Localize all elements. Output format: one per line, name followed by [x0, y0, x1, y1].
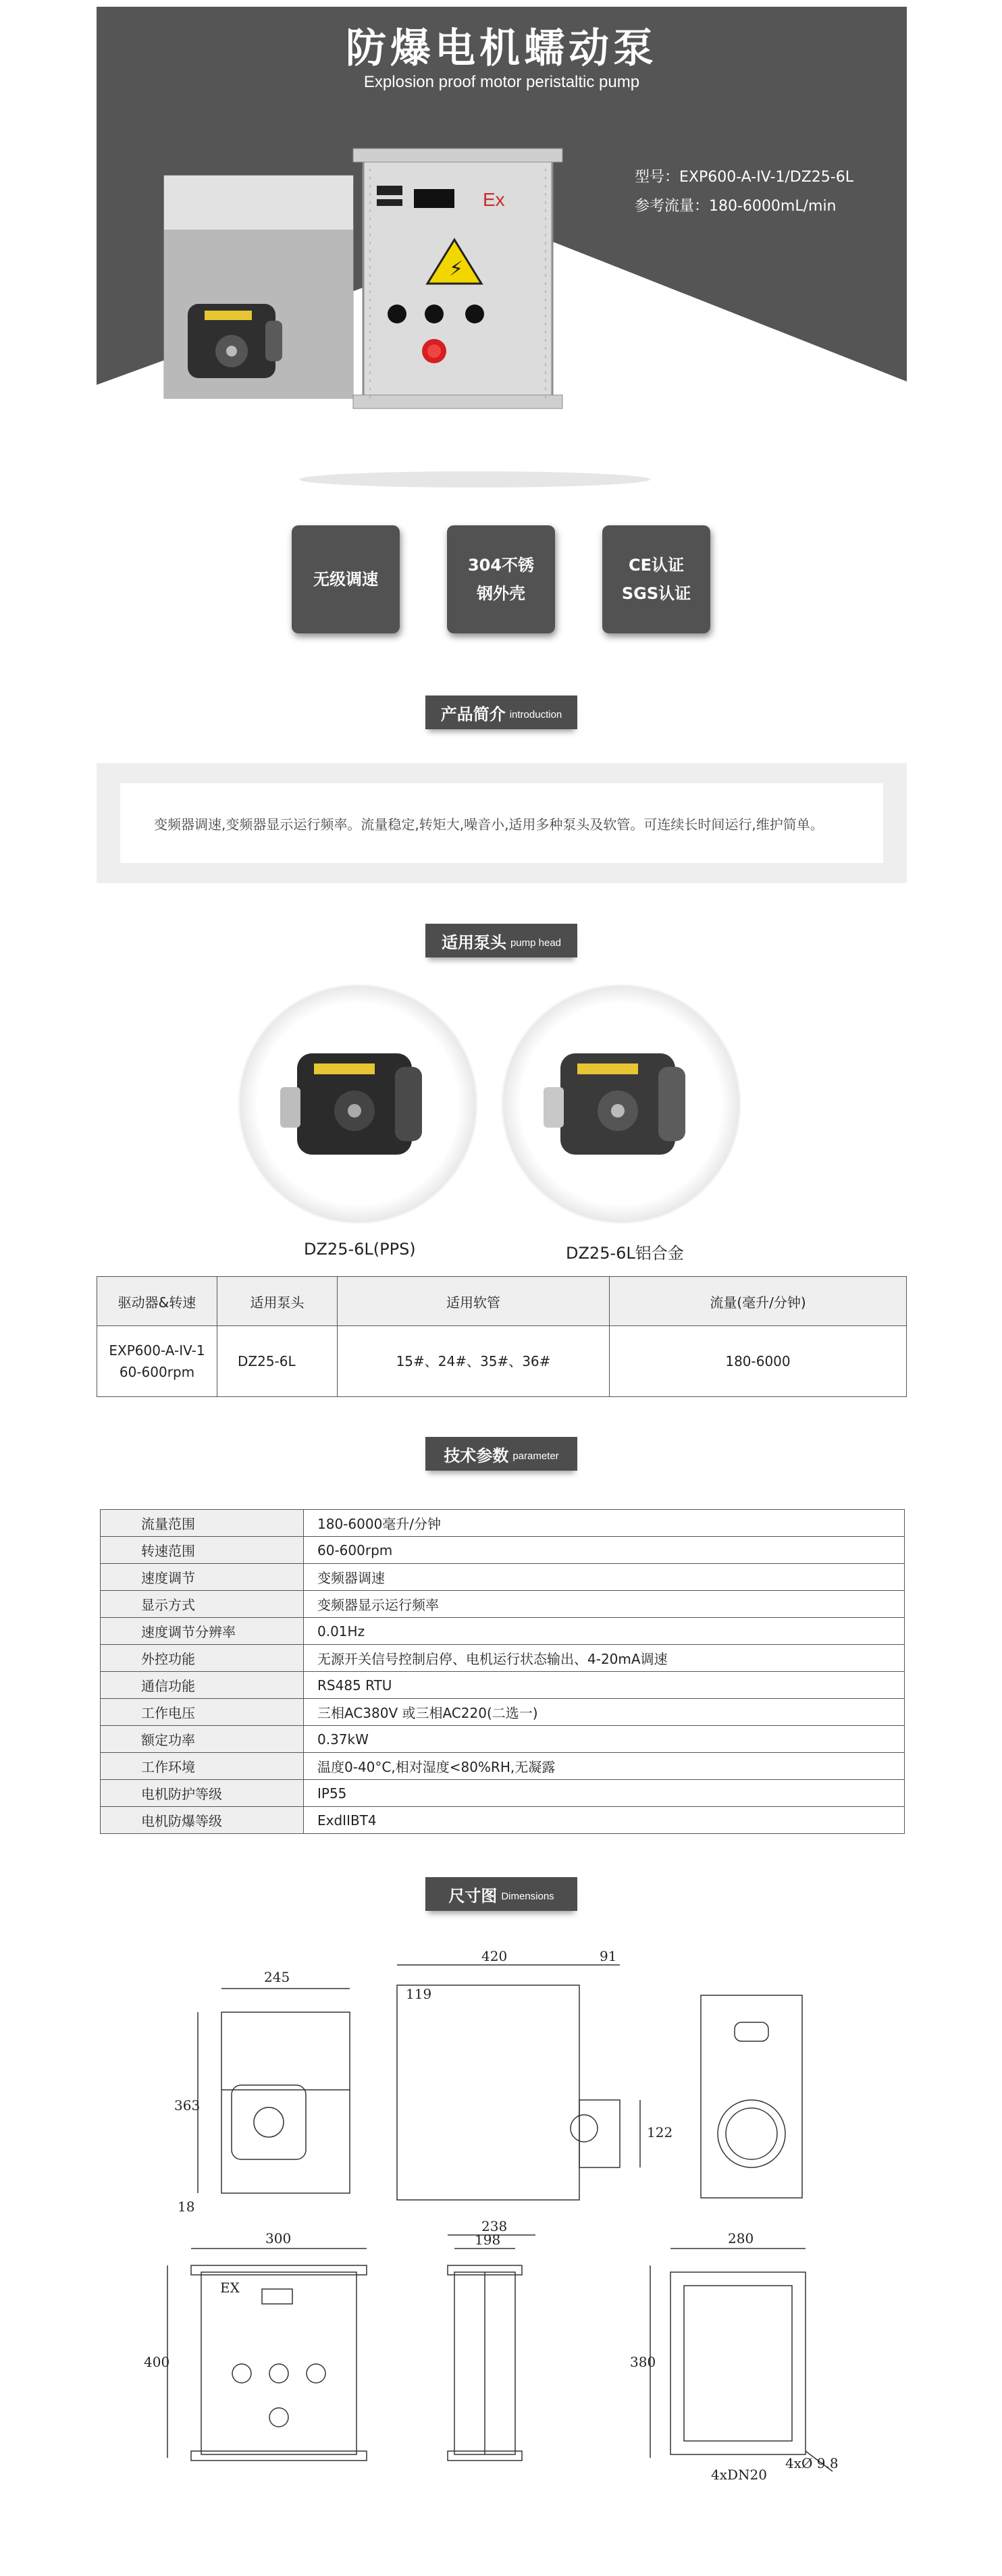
feature-label: 304不锈 钢外壳 — [467, 556, 535, 603]
table-header-cell: 流量(毫升/分钟) — [610, 1277, 907, 1326]
table-cell-flow: 180-6000 — [610, 1326, 907, 1397]
table-row — [101, 1672, 905, 1699]
table-row — [101, 1510, 905, 1537]
page-subtitle: Explosion proof motor peristaltic pump — [363, 73, 640, 91]
section-header-dimensions — [425, 1877, 577, 1911]
section-title: 适用泵头 — [441, 932, 506, 952]
param-value: 温度0-40°C,相对湿度<80%RH,无凝露 — [304, 1753, 905, 1780]
param-key: 电机防爆等级 — [101, 1807, 304, 1834]
table-row — [101, 1618, 905, 1645]
ex-mark-text: Ex — [483, 189, 505, 210]
feature-label: CE认证 SGS认证 — [621, 556, 691, 603]
pump-head-caption: DZ25-6L(PPS) — [304, 1240, 416, 1259]
intro-text: 变频器调速,变频器显示运行频率。流量稳定,转矩大,噪音小,适用多种泵头及软管。可连续长时间运行,维护简单。 — [154, 816, 824, 833]
table-row — [101, 1699, 905, 1726]
hero-banner — [97, 7, 907, 513]
dim-side-height: 122 — [647, 2124, 673, 2140]
param-key: 流量范围 — [101, 1510, 304, 1537]
section-subtitle: parameter — [512, 1450, 559, 1462]
product-image — [157, 149, 643, 432]
section-title: 技术参数 — [444, 1446, 509, 1465]
dim-front-width: 245 — [264, 1969, 290, 1985]
table-header-row — [97, 1277, 907, 1326]
dim-box-height: 400 — [144, 2354, 170, 2370]
pump-head-pps-image — [240, 986, 476, 1222]
table-row — [101, 1645, 905, 1672]
table-row — [101, 1537, 905, 1564]
feature-label: 无级调速 — [313, 570, 378, 589]
reference-flow: 参考流量：180-6000mL/min — [635, 198, 837, 215]
driver-speed: 60-600rpm — [119, 1364, 195, 1380]
page-title: 防爆电机蠕动泵 — [346, 25, 658, 72]
section-title: 产品简介 — [440, 704, 506, 724]
table-cell-head: DZ25-6L — [217, 1326, 338, 1397]
dim-side-total: 420 — [481, 1948, 508, 1964]
dim-front-foot: 18 — [178, 2199, 195, 2215]
param-key: 额定功率 — [101, 1726, 304, 1753]
section-title: 尺寸图 — [448, 1886, 498, 1905]
param-key: 工作电压 — [101, 1699, 304, 1726]
table-header-cell: 驱动器&转速 — [97, 1277, 217, 1326]
dim-side-right: 91 — [600, 1948, 617, 1964]
section-header-parameter — [425, 1437, 577, 1471]
table-row — [101, 1753, 905, 1780]
pump-head-table — [97, 1276, 907, 1397]
table-row — [101, 1726, 905, 1753]
intro-panel — [97, 763, 907, 883]
driver-model: EXP600-A-IV-1 — [109, 1342, 205, 1359]
dim-box-depth: 238 — [481, 2218, 508, 2234]
feature-certifications — [602, 525, 710, 633]
dim-port-label: 4xDN20 — [711, 2467, 767, 2483]
dim-back-width: 280 — [728, 2230, 754, 2246]
table-row — [101, 1807, 905, 1834]
param-value: RS485 RTU — [304, 1672, 905, 1699]
dim-box-depth-inner: 198 — [475, 2232, 501, 2248]
box-ex-mark: EX — [220, 2280, 240, 2296]
param-key: 显示方式 — [101, 1591, 304, 1618]
table-row — [97, 1326, 907, 1397]
param-value: 变频器调速 — [304, 1564, 905, 1591]
dim-back-height: 380 — [630, 2354, 656, 2370]
parameter-table — [100, 1509, 905, 1834]
dim-box-width: 300 — [265, 2230, 292, 2246]
param-value: IP55 — [304, 1780, 905, 1807]
param-value: 变频器显示运行频率 — [304, 1591, 905, 1618]
param-value: 无源开关信号控制启停、电机运行状态输出、4-20mA调速 — [304, 1645, 905, 1672]
section-subtitle: introduction — [509, 708, 562, 720]
param-value: 三相AC380V 或三相AC220(二选一) — [304, 1699, 905, 1726]
param-value: 0.01Hz — [304, 1618, 905, 1645]
param-key: 通信功能 — [101, 1672, 304, 1699]
table-header-cell: 适用泵头 — [217, 1277, 338, 1326]
pump-head-aluminum-image — [503, 986, 739, 1222]
dim-side-left: 119 — [406, 1986, 432, 2002]
param-key: 工作环境 — [101, 1753, 304, 1780]
param-key: 速度调节 — [101, 1564, 304, 1591]
param-value: 0.37kW — [304, 1726, 905, 1753]
section-header-intro — [425, 695, 577, 729]
intro-card — [120, 783, 883, 863]
table-row — [101, 1591, 905, 1618]
section-header-pump-head — [425, 924, 577, 957]
param-value: 60-600rpm — [304, 1537, 905, 1564]
param-value: ExdIIBT4 — [304, 1807, 905, 1834]
pump-head-caption: DZ25-6L铝合金 — [566, 1244, 684, 1263]
dim-hole-label: 4xØ 9.8 — [785, 2455, 839, 2471]
model-number: 型号：EXP600-A-IV-1/DZ25-6L — [635, 169, 853, 186]
param-key: 转速范围 — [101, 1537, 304, 1564]
section-subtitle: Dimensions — [501, 1890, 554, 1902]
table-cell-driver — [97, 1326, 217, 1397]
table-row — [101, 1780, 905, 1807]
svg-text:⚡: ⚡ — [449, 257, 464, 281]
dimension-drawings — [97, 1948, 907, 2483]
feature-stainless-housing — [447, 525, 555, 633]
feature-stepless-speed — [292, 525, 400, 633]
param-key: 速度调节分辨率 — [101, 1618, 304, 1645]
table-header-cell: 适用软管 — [338, 1277, 610, 1326]
section-subtitle: pump head — [510, 937, 562, 949]
table-cell-tubing: 15#、24#、35#、36# — [338, 1326, 610, 1397]
table-row — [101, 1564, 905, 1591]
param-value: 180-6000毫升/分钟 — [304, 1510, 905, 1537]
dim-front-height: 363 — [174, 2097, 201, 2113]
param-key: 外控功能 — [101, 1645, 304, 1672]
param-key: 电机防护等级 — [101, 1780, 304, 1807]
